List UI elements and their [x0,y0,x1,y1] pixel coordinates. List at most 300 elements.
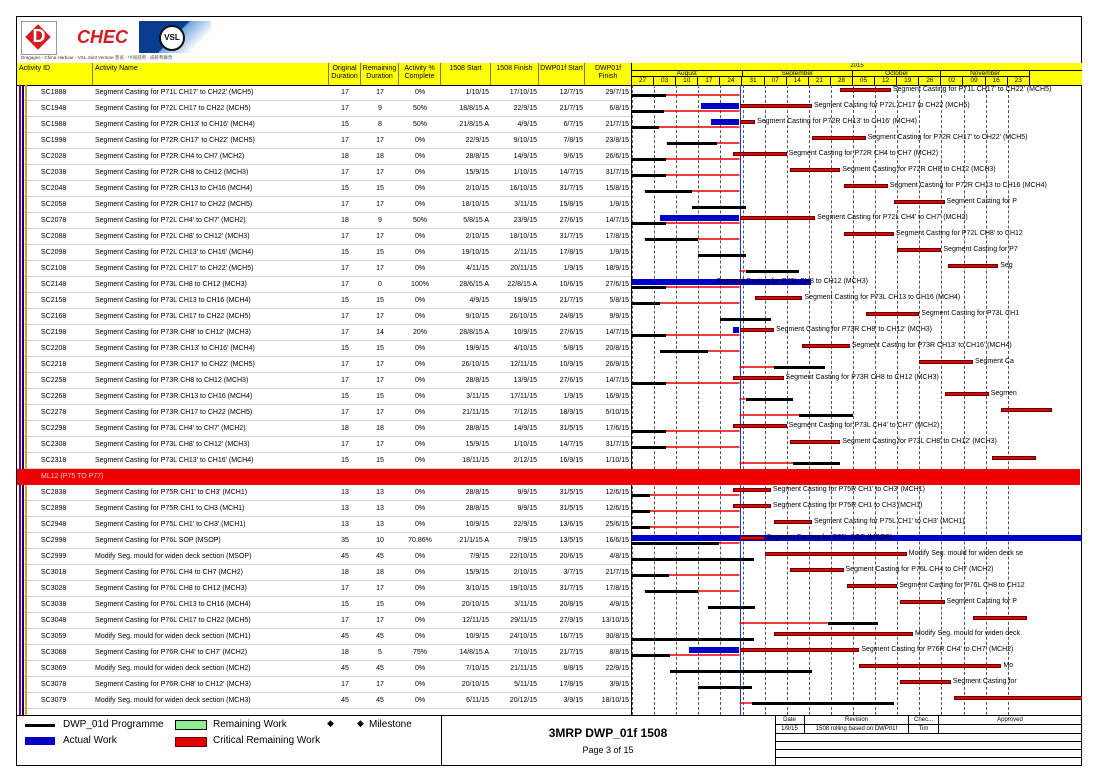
cell-pct: 0% [414,665,426,672]
critical-bar[interactable] [812,136,866,140]
cell-name: Segment Casting for P73L CH8 to CH12 (MCH3) [95,281,247,288]
critical-bar[interactable] [733,488,771,492]
critical-bar[interactable] [802,344,849,348]
cell-dfinish: 23/8/15 [605,137,629,144]
cell-dstart: 21/7/15 [559,297,583,304]
cell-dfinish: 31/7/15 [605,169,629,176]
baseline-bar[interactable] [631,574,669,577]
baseline-bar[interactable] [746,270,800,273]
baseline-bar[interactable] [645,238,699,241]
baseline-bar[interactable] [631,334,666,337]
critical-bar[interactable] [733,504,771,508]
cell-dfinish: 3/9/15 [609,681,629,688]
cell-rem: 17 [376,377,384,384]
table-row[interactable] [17,661,631,677]
cell-rem: 9 [378,105,382,112]
cell-orig: 17 [341,681,349,688]
baseline-bar[interactable] [631,94,666,97]
cell-orig: 17 [341,585,349,592]
cell-rem: 15 [376,345,384,352]
actual-bar[interactable] [711,119,740,125]
baseline-bar[interactable] [631,302,660,305]
cell-id: SC1988 [41,121,67,128]
table-row[interactable] [17,293,631,309]
cell-orig: 35 [341,537,349,544]
baseline-bar[interactable] [631,510,650,513]
critical-bar[interactable] [900,600,944,604]
critical-bar[interactable] [774,632,913,636]
table-row[interactable] [17,677,631,693]
critical-bar[interactable] [790,168,841,172]
remaining-bar[interactable] [740,216,816,220]
baseline-bar[interactable] [698,254,745,257]
bar-label: Segment Casting for P73L CH1 [921,310,1020,317]
cell-orig: 13 [341,505,349,512]
cell-finish: 18/10/15 [509,233,537,240]
table-row[interactable] [17,389,631,405]
actual-bar[interactable] [733,327,739,333]
cell-pct: 0% [414,233,426,240]
cell-id: SC2198 [41,329,67,336]
table-row[interactable] [17,85,631,101]
cell-dfinish: 1/10/15 [605,457,629,464]
cell-pct: 0% [414,265,426,272]
baseline-bar[interactable] [631,494,650,497]
cell-dfinish: 12/6/15 [605,489,629,496]
cell-rem: 0 [378,281,382,288]
critical-bar[interactable] [1001,408,1052,412]
rev-approved [939,725,1081,734]
cell-orig: 18 [341,217,349,224]
cell-pct: 20% [412,329,427,336]
cell-dstart: 17/8/15 [559,249,583,256]
cell-start: 14/8/15 A [459,649,489,656]
table-row[interactable] [17,437,631,453]
baseline-bar[interactable] [631,558,754,561]
rev-checked: Tim [909,725,939,734]
bar-label: Segment Casting for P72R CH13 to CH16 (MCH4) [889,182,1047,189]
cell-id: SC3069 [41,665,67,672]
cell-name: Segment Casting for P76L CH8 to CH12 (MCH3) [95,585,247,592]
bar-label: Segment Casting for P73R CH8 to CH12 (MCH3) [785,374,939,381]
cell-id: SC2078 [41,217,67,224]
col-dwp01f-finish[interactable]: DWP01f Finish [594,65,622,80]
timescale-week: 28 [831,77,853,85]
cell-start: 28/8/15 A [459,329,489,336]
cell-finish: 21/11/15 [510,665,537,672]
baseline-bar[interactable] [631,654,670,657]
baseline-bar[interactable] [631,286,666,289]
cell-name: Segment Casting for P73L CH13' to CH16' (MCH4) [95,457,254,464]
cell-rem: 17 [376,169,384,176]
cell-id: SC3048 [41,617,67,624]
cell-pct: 0% [414,505,426,512]
critical-bar[interactable] [844,232,895,236]
table-row[interactable] [17,101,631,117]
gantt-chart [631,63,1082,715]
remaining-bar[interactable] [740,120,756,124]
baseline-bar[interactable] [631,430,666,433]
cell-dstart: 27/6/15 [559,329,583,336]
critical-bar[interactable] [919,360,973,364]
col-percent-complete[interactable]: Activity % Complete [399,63,441,85]
rev-header-revision: Revision [805,716,909,725]
table-row[interactable] [17,549,631,565]
bar-label: Segment Casting for P72R CH17' to CH22' (MCH5) [867,134,1028,141]
cell-pct: 0% [414,601,426,608]
table-row[interactable] [17,309,631,325]
cell-rem: 8 [378,121,382,128]
cell-name: Segment Casting for P75R CH1' to CH3' (MCH1) [95,489,248,496]
cell-finish: 9/9/15 [517,505,537,512]
bar-label: Segment Casting for P75R CH1' to CH3' (MCH1) [772,486,925,493]
cell-rem: 45 [376,633,384,640]
cell-id: SC2948 [41,521,67,528]
cell-pct: 70.86% [408,537,432,544]
actual-bar[interactable] [660,215,739,221]
col-1508-finish[interactable]: 1508 Finish [491,63,539,85]
cell-dfinish: 16/6/15 [605,537,629,544]
table-row[interactable] [17,181,631,197]
cell-name: Segment Casting for P73R CH13 to CH16 (MCH4) [95,393,253,400]
critical-bar[interactable] [900,680,951,684]
critical-bar[interactable] [840,88,891,92]
cell-id: SC3068 [41,649,67,656]
cell-dstart: 27/6/15 [559,377,583,384]
cell-rem: 15 [376,185,384,192]
col-activity-id[interactable]: Activity ID [17,63,93,85]
cell-dfinish: 18/9/15 [605,265,629,272]
cell-finish: 1/10/15 [513,169,537,176]
cell-id: SC3079 [41,697,67,704]
cell-pct: 0% [414,313,426,320]
table-row[interactable] [17,405,631,421]
cell-pct: 0% [414,153,426,160]
critical-bar[interactable] [948,264,999,268]
cell-rem: 17 [376,681,384,688]
cell-dfinish: 27/6/15 [605,281,629,288]
critical-bar[interactable] [897,248,941,252]
table-row[interactable] [17,645,631,661]
cell-rem: 13 [376,521,384,528]
remaining-bar[interactable] [740,328,775,332]
table-row[interactable] [17,485,631,501]
cell-dfinish: 6/8/15 [609,105,629,112]
cell-finish: 9/10/15 [513,137,537,144]
table-row[interactable] [17,229,631,245]
cell-start: 9/10/15 [465,313,489,320]
cell-dstart: 27/6/15 [559,217,583,224]
bar-label: Segment Casting for P [946,198,1017,205]
cell-orig: 15 [341,249,349,256]
cell-dfinish: 21/7/15 [605,569,629,576]
cell-dfinish: 4/8/15 [609,553,629,560]
table-row[interactable] [17,357,631,373]
timescale-week: 16 [986,77,1008,85]
cell-finish: 7/9/15 [517,537,537,544]
remaining-bar[interactable] [740,648,860,652]
critical-bar[interactable] [859,664,1001,668]
cell-orig: 15 [341,345,349,352]
rev-description: 1508 rolling based on DWP01f [805,725,909,734]
col-remaining-duration[interactable]: Remaining Duration [361,63,399,85]
critical-bar[interactable] [733,152,787,156]
cell-start: 4/9/15 [469,297,489,304]
cell-dstart: 31/7/15 [559,185,583,192]
cell-orig: 17 [341,409,349,416]
cell-name: Segment Casting for P71L CH17' to CH22' (MCH5) [95,89,254,96]
cell-finish: 22/8/15 A [507,281,537,288]
cell-orig: 15 [341,457,349,464]
table-row[interactable] [17,421,631,437]
cell-finish: 4/10/15 [513,345,537,352]
cell-id: SC2108 [41,265,67,272]
cell-name: Modify Seg. mould for widen deck section (MCH3) [95,697,251,704]
cell-dstart: 3/7/15 [563,569,583,576]
cell-id: SC2098 [41,249,67,256]
baseline-bar[interactable] [631,526,650,529]
cell-finish: 16/10/15 [509,185,537,192]
cell-orig: 18 [341,569,349,576]
critical-bar[interactable] [790,440,841,444]
cell-rem: 45 [376,697,384,704]
critical-bar[interactable] [945,392,989,396]
cell-finish: 20/11/15 [510,265,537,272]
table-row[interactable] [17,325,631,341]
cell-dfinish: 26/6/15 [605,153,629,160]
critical-bar[interactable] [755,296,802,300]
critical-bar[interactable] [847,584,898,588]
cell-orig: 17 [341,89,349,96]
table-row[interactable] [17,629,631,645]
cell-rem: 15 [376,601,384,608]
critical-bar[interactable] [774,520,812,524]
table-row[interactable] [17,245,631,261]
baseline-bar[interactable] [667,142,718,145]
baseline-bar[interactable] [631,110,664,113]
cell-id: SC2088 [41,233,67,240]
cell-name: Segment Casting for P75L CH1' to CH3' (MCH1) [95,521,246,528]
baseline-bar[interactable] [746,398,793,401]
cell-rem: 45 [376,553,384,560]
cell-start: 12/11/15 [462,617,489,624]
bar-label: Segment Casting for P73L CH8' to CH12' (MCH3) [842,438,997,445]
cell-dstart: 14/7/15 [559,169,583,176]
baseline-bar[interactable] [828,622,879,625]
cell-dstart: 10/9/15 [559,361,583,368]
baseline-bar[interactable] [631,126,659,129]
col-dwp01f-start[interactable]: DWP01f Start [539,63,585,85]
timescale-week: 03 [654,77,676,85]
baseline-bar[interactable] [631,382,666,385]
cell-dfinish: 1/9/15 [609,249,629,256]
critical-bar[interactable] [844,184,888,188]
table-row[interactable] [17,613,631,629]
cell-dfinish: 25/6/15 [605,521,629,528]
table-row[interactable] [17,341,631,357]
cell-pct: 0% [414,681,426,688]
cell-pct: 0% [414,633,426,640]
table-row[interactable] [17,517,631,533]
legend-actual-swatch [25,737,55,745]
cell-dfinish: 5/8/15 [609,297,629,304]
cell-start: 19/9/15 [465,345,489,352]
table-row[interactable] [17,501,631,517]
cell-orig: 17 [341,281,349,288]
table-row[interactable] [17,149,631,165]
cell-start: 28/6/15 A [459,281,489,288]
timescale-week: 07 [765,77,787,85]
table-row[interactable] [17,117,631,133]
cell-orig: 15 [341,185,349,192]
cell-rem: 45 [376,665,384,672]
baseline-bar[interactable] [708,606,755,609]
table-row[interactable] [17,277,631,293]
critical-bar[interactable] [765,552,907,556]
baseline-bar[interactable] [670,670,812,673]
table-row[interactable] [17,165,631,181]
bar-label: Segment Casting for P76L CH8 to CH12 [899,582,1025,589]
bar-label: Segment Casting for P [946,598,1017,605]
cell-start: 22/9/15 [465,137,489,144]
legend-programme-swatch [25,724,55,727]
rev-header-checked: Chec... [909,716,939,725]
baseline-bar[interactable] [631,542,719,545]
critical-bar[interactable] [954,696,1082,700]
bar-label: Segment Casting for P71L CH17' to CH22' (MCH5) [892,86,1052,93]
cell-dfinish: 16/9/15 [605,393,629,400]
table-row[interactable] [17,597,631,613]
bar-label: Segmen [990,390,1017,397]
actual-bar[interactable] [701,103,739,109]
cell-orig: 17 [341,169,349,176]
cell-dstart: 31/5/15 [559,425,583,432]
critical-bar[interactable] [866,312,920,316]
table-row[interactable] [17,133,631,149]
table-row[interactable] [17,533,631,549]
timescale-year: 2015 [632,63,1082,71]
table-row[interactable] [17,565,631,581]
wbs-group-row[interactable] [17,469,1080,485]
cell-dfinish: 17/8/15 [605,585,629,592]
baseline-bar[interactable] [752,702,894,705]
cell-name: Segment Casting for P72L CH17 to CH22 (MCH5) [95,105,251,112]
cell-pct: 0% [414,137,426,144]
table-header [17,63,631,86]
cell-name: Segment Casting for P76L SOP (MSOP) [95,537,221,544]
bar-label: Segment Casting for P75R CH1 to CH3 (MCH1) [772,502,923,509]
cell-start: 21/1/15 A [459,537,489,544]
cell-orig: 18 [341,425,349,432]
table-row[interactable] [17,213,631,229]
table-row[interactable] [17,581,631,597]
cell-id: SC2318 [41,457,67,464]
cell-finish: 12/11/15 [510,361,537,368]
baseline-bar[interactable] [793,462,840,465]
cell-pct: 0% [414,169,426,176]
col-original-duration[interactable]: Original Duration [329,63,361,85]
cell-finish: 29/11/15 [510,617,537,624]
baseline-bar[interactable] [631,222,666,225]
baseline-bar[interactable] [660,350,707,353]
remaining-bar[interactable] [740,536,765,540]
baseline-bar[interactable] [774,366,825,369]
cell-pct: 0% [414,585,426,592]
cell-orig: 17 [341,137,349,144]
baseline-bar[interactable] [645,190,692,193]
baseline-bar[interactable] [799,414,853,417]
col-activity-name[interactable]: Activity Name [93,63,329,85]
cell-rem: 18 [376,425,384,432]
critical-bar[interactable] [733,424,787,428]
cell-name: Segment Casting for P73L CH8' to CH12' (MCH3) [95,441,250,448]
table-row[interactable] [17,373,631,389]
col-1508-start[interactable]: 1508 Start [441,63,491,85]
table-row[interactable] [17,453,631,469]
critical-bar[interactable] [733,376,784,380]
cell-finish: 2/12/15 [513,457,537,464]
bar-label: Segment Casting for P72L CH8' to CH12 [896,230,1023,237]
cell-name: Segment Casting for P73R CH8 to CH12 (MCH3) [95,377,249,384]
timescale-week: 14 [787,77,809,85]
cell-finish: 10/9/15 [513,329,537,336]
cell-start: 15/9/15 [465,441,489,448]
cell-pct: 0% [414,185,426,192]
baseline-bar[interactable] [631,446,666,449]
table-row[interactable] [17,261,631,277]
cell-rem: 17 [376,617,384,624]
cell-start: 19/10/15 [461,249,489,256]
cell-start: 3/11/15 [466,393,489,400]
critical-bar[interactable] [992,456,1036,460]
critical-bar[interactable] [790,568,844,572]
cell-pct: 0% [414,617,426,624]
baseline-bar[interactable] [645,590,699,593]
timescale-month: November [941,70,1029,77]
baseline-bar[interactable] [698,686,752,689]
legend-critical-swatch [175,737,207,747]
cell-start: 7/10/15 [465,665,489,672]
cell-finish: 3/11/15 [514,601,537,608]
cell-pct: 0% [414,425,426,432]
cell-start: 18/11/15 [462,457,489,464]
actual-bar[interactable] [689,647,740,653]
baseline-bar[interactable] [631,158,666,161]
baseline-bar[interactable] [692,206,746,209]
cell-dstart: 12/7/15 [559,89,583,96]
table-row[interactable] [17,197,631,213]
cell-id: SC3038 [41,601,67,608]
timescale-week: 17 [698,77,720,85]
cell-orig: 17 [341,201,349,208]
bar-label: Segment Casting for P72R CH8 to CH12 (MCH3) [842,166,996,173]
baseline-bar[interactable] [631,638,754,641]
remaining-bar[interactable] [740,104,812,108]
cell-start: 6/11/15 [466,697,489,704]
cell-rem: 17 [376,201,384,208]
cell-pct: 0% [414,393,426,400]
cell-start: 28/8/15 [465,377,489,384]
baseline-bar[interactable] [631,174,666,177]
timescale-week: 26 [919,77,941,85]
critical-bar[interactable] [973,616,1027,620]
baseline-bar[interactable] [720,318,771,321]
table-row[interactable] [17,693,631,709]
critical-bar[interactable] [894,200,945,204]
cell-id: SC2028 [41,153,67,160]
cell-pct: 0% [414,489,426,496]
bar-label: Modify Seg. mould for widen deck [914,630,1021,637]
